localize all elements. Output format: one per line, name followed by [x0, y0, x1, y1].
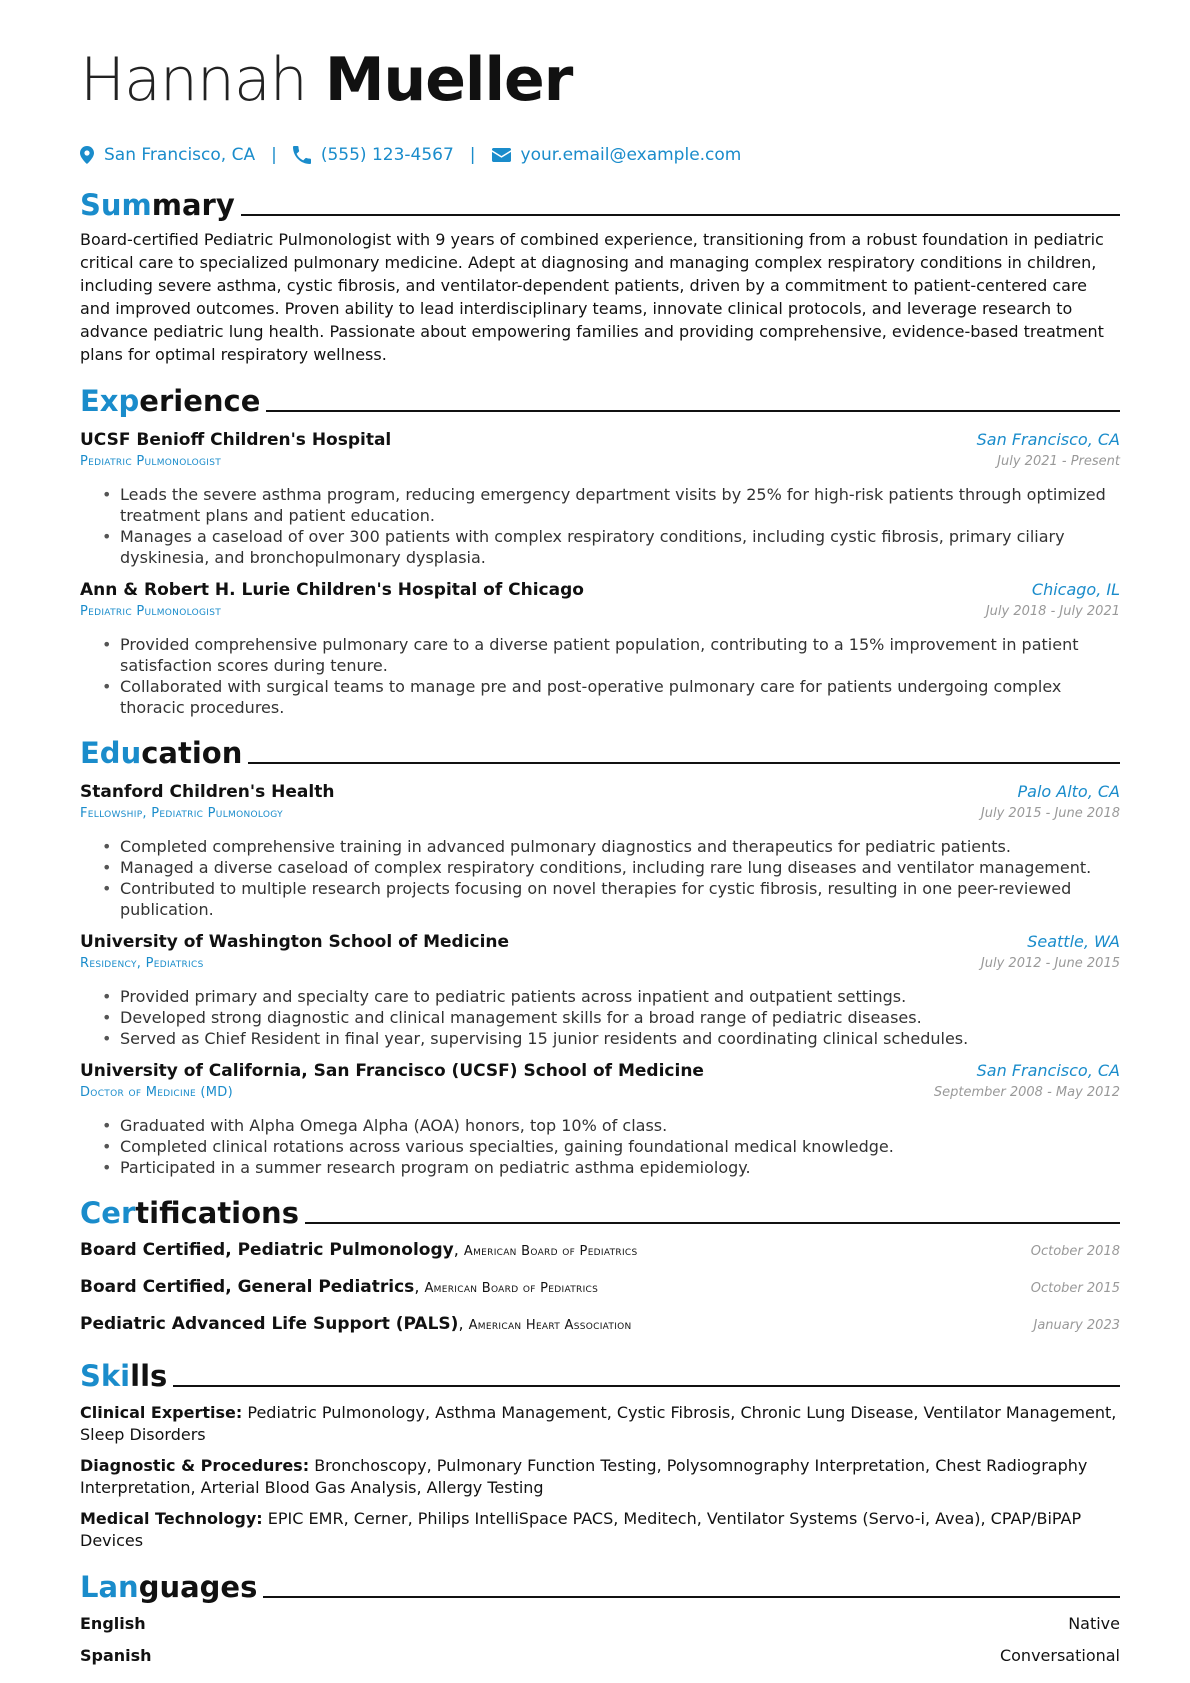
- experience-section: [80, 380, 1120, 718]
- bullet-item: • Developed strong diagnostic and clinical management skills for a broad range of pediatric diseases.: [102, 1007, 1120, 1028]
- skill-label: Diagnostic & Procedures:: [80, 1456, 310, 1475]
- email-link[interactable]: your.email@example.com: [520, 145, 742, 165]
- entry-org: University of California, San Francisco (UCSF) School of Medicine: [80, 1061, 704, 1081]
- cert-issuer: American Heart Association: [468, 1318, 632, 1333]
- cert-date: January 2023: [1033, 1318, 1120, 1333]
- phone-icon: [293, 146, 311, 164]
- map-pin-icon: [80, 146, 94, 164]
- entry-date: July 2018 - July 2021: [985, 604, 1120, 619]
- cert-date: October 2018: [1030, 1244, 1120, 1259]
- language-level: Conversational: [999, 1646, 1120, 1665]
- certification-item: Pediatric Advanced Life Support (PALS), American Heart Association January 2023: [80, 1314, 1120, 1334]
- experience-entry: [80, 578, 1120, 718]
- entry-date: July 2021 - Present: [997, 454, 1120, 469]
- contact-separator: |: [469, 145, 476, 165]
- entry-org: UCSF Benioff Children's Hospital: [80, 430, 392, 450]
- entry-location: Palo Alto, CA: [1017, 782, 1120, 801]
- bullet-item: • Completed clinical rotations across various specialties, gaining foundational medical knowledge.: [102, 1136, 1120, 1157]
- bullet-item: • Leads the severe asthma program, reducing emergency department visits by 25% for high-risk patients through optimized treatment plans and patient education.: [102, 484, 1120, 526]
- contact-separator: |: [271, 145, 277, 165]
- contact-phone[interactable]: [293, 145, 454, 165]
- summary-section: [80, 184, 1120, 366]
- entry-date: September 2008 - May 2012: [933, 1085, 1120, 1100]
- bullet-item: • Graduated with Alpha Omega Alpha (AOA) honors, top 10% of class.: [102, 1115, 1120, 1136]
- entry-role: Residency, Pediatrics: [80, 956, 204, 971]
- contact-location: [80, 145, 255, 165]
- section-rule: [266, 410, 1120, 412]
- language-name: Spanish: [80, 1646, 152, 1665]
- cert-name: Board Certified, General Pediatrics: [80, 1277, 415, 1297]
- skill-text: Pediatric Pulmonology, Asthma Management, Cystic Fibrosis, Chronic Lung Disease, Ventilator Management, Sleep Disorders: [80, 1403, 1117, 1444]
- certification-item: Board Certified, Pediatric Pulmonology, American Board of Pediatrics October 2018: [80, 1240, 1120, 1260]
- entry-role: Doctor of Medicine (MD): [80, 1085, 233, 1100]
- bullet-item: • Managed a diverse caseload of complex respiratory conditions, including rare lung diseases and ventilator management.: [102, 857, 1120, 878]
- resume-page: [80, 44, 1120, 1668]
- last-name: Mueller: [324, 45, 573, 115]
- entry-location: Seattle, WA: [1027, 932, 1120, 951]
- education-entry: [80, 780, 1120, 920]
- section-title: Languages: [80, 1570, 258, 1604]
- section-rule: [263, 1596, 1120, 1598]
- section-header: [80, 380, 1120, 418]
- bullet-item: • Provided comprehensive pulmonary care to a diverse patient population, contributing to a 15% improvement in patient satisfaction scores during tenure.: [102, 634, 1120, 676]
- entry-date: July 2015 - June 2018: [980, 806, 1120, 821]
- contact-bar: [80, 140, 1120, 170]
- first-name: Hannah: [80, 45, 307, 115]
- section-rule: [305, 1222, 1120, 1224]
- section-header: [80, 1192, 1120, 1230]
- entry-location: Chicago, IL: [1031, 580, 1120, 599]
- section-title: Education: [80, 736, 243, 770]
- cert-issuer: American Board of Pediatrics: [424, 1281, 599, 1296]
- bullet-item: • Participated in a summer research program on pediatric asthma epidemiology.: [102, 1157, 1120, 1178]
- entry-role: Pediatric Pulmonologist: [80, 454, 222, 469]
- skill-group: [80, 1455, 1120, 1499]
- skill-text: EPIC EMR, Cerner, Philips IntelliSpace PACS, Meditech, Ventilator Systems (Servo-i, Avea), CPAP/BiPAP Devices: [80, 1509, 1082, 1550]
- section-rule: [173, 1385, 1120, 1387]
- entry-bullets: [80, 986, 1120, 1049]
- entry-bullets: [80, 1115, 1120, 1178]
- contact-email[interactable]: [492, 145, 742, 165]
- language-name: English: [80, 1614, 146, 1633]
- bullet-item: • Contributed to multiple research projects focusing on novel therapies for cystic fibrosis, resulting in one peer-reviewed publication.: [102, 878, 1120, 920]
- envelope-icon: [492, 148, 511, 162]
- languages-section: [80, 1566, 1120, 1668]
- section-title: Experience: [80, 384, 261, 418]
- certification-item: Board Certified, General Pediatrics, American Board of Pediatrics October 2015: [80, 1277, 1120, 1297]
- entry-bullets: [80, 484, 1120, 568]
- entry-org: Stanford Children's Health: [80, 782, 335, 802]
- section-header: [80, 1566, 1120, 1604]
- location-text: San Francisco, CA: [104, 145, 256, 165]
- entry-org: Ann & Robert H. Lurie Children's Hospital of Chicago: [80, 580, 584, 600]
- entry-org: University of Washington School of Medicine: [80, 932, 510, 952]
- entry-location: San Francisco, CA: [976, 430, 1120, 449]
- phone-text: (555) 123-4567: [320, 145, 454, 165]
- bullet-item: • Served as Chief Resident in final year, supervising 15 junior residents and coordinating clinical schedules.: [102, 1028, 1120, 1049]
- entry-location: San Francisco, CA: [976, 1061, 1120, 1080]
- section-header: [80, 732, 1120, 770]
- cert-name: Board Certified, Pediatric Pulmonology: [80, 1240, 454, 1260]
- entry-date: July 2012 - June 2015: [980, 956, 1120, 971]
- skills-section: [80, 1355, 1120, 1552]
- section-header: [80, 184, 1120, 222]
- experience-entry: [80, 428, 1120, 568]
- language-level: Native: [1068, 1614, 1120, 1633]
- bullet-item: • Provided primary and specialty care to pediatric patients across inpatient and outpatient settings.: [102, 986, 1120, 1007]
- cert-name: Pediatric Advanced Life Support (PALS): [80, 1314, 459, 1334]
- summary-text: Board-certified Pediatric Pulmonologist with 9 years of combined experience, transitioning from a robust foundation in pediatric critical care to specialized pulmonary medicine. Adept at diagnosing and managing complex respiratory conditions in children, including severe asthma, cystic fibrosis, and ventilator-dependent patients, driven by a commitment to patient-centered care and improved outcomes. Proven ability to lead interdisciplinary teams, innovate clinical protocols, and leverage research to advance pediatric lung health. Passionate about empowering families and providing comprehensive, evidence-based treatment plans for optimal respiratory wellness.: [80, 230, 1104, 364]
- section-title: Summary: [80, 188, 235, 222]
- skill-label: Clinical Expertise:: [80, 1403, 243, 1422]
- education-section: [80, 732, 1120, 1178]
- entry-role: Pediatric Pulmonologist: [80, 604, 222, 619]
- education-entry: [80, 930, 1120, 1049]
- section-rule: [248, 762, 1120, 764]
- education-entry: [80, 1059, 1120, 1178]
- skill-label: Medical Technology:: [80, 1509, 263, 1528]
- candidate-name: [80, 44, 1120, 116]
- section-rule: [241, 214, 1120, 216]
- certifications-section: [80, 1192, 1120, 1341]
- language-item: [80, 1612, 1120, 1636]
- cert-date: October 2015: [1030, 1281, 1120, 1296]
- entry-bullets: [80, 836, 1120, 920]
- skill-group: [80, 1402, 1120, 1446]
- entry-bullets: [80, 634, 1120, 718]
- skill-text: Bronchoscopy, Pulmonary Function Testing, Polysomnography Interpretation, Chest Radiography Interpretation, Arterial Blood Gas Analysis, Allergy Testing: [80, 1456, 1088, 1497]
- entry-role: Fellowship, Pediatric Pulmonology: [80, 806, 283, 821]
- section-title: Certifications: [80, 1196, 299, 1230]
- bullet-item: • Completed comprehensive training in advanced pulmonary diagnostics and therapeutics for pediatric patients.: [102, 836, 1120, 857]
- bullet-item: • Collaborated with surgical teams to manage pre and post-operative pulmonary care for patients undergoing complex thoracic procedures.: [102, 676, 1120, 718]
- section-header: [80, 1355, 1120, 1393]
- bullet-item: • Manages a caseload of over 300 patients with complex respiratory conditions, including cystic fibrosis, primary ciliary dyskinesia, and bronchopulmonary dysplasia.: [102, 526, 1120, 568]
- section-title: Skills: [80, 1359, 168, 1393]
- skill-group: [80, 1508, 1120, 1552]
- language-item: [80, 1644, 1120, 1668]
- cert-issuer: American Board of Pediatrics: [463, 1244, 638, 1259]
